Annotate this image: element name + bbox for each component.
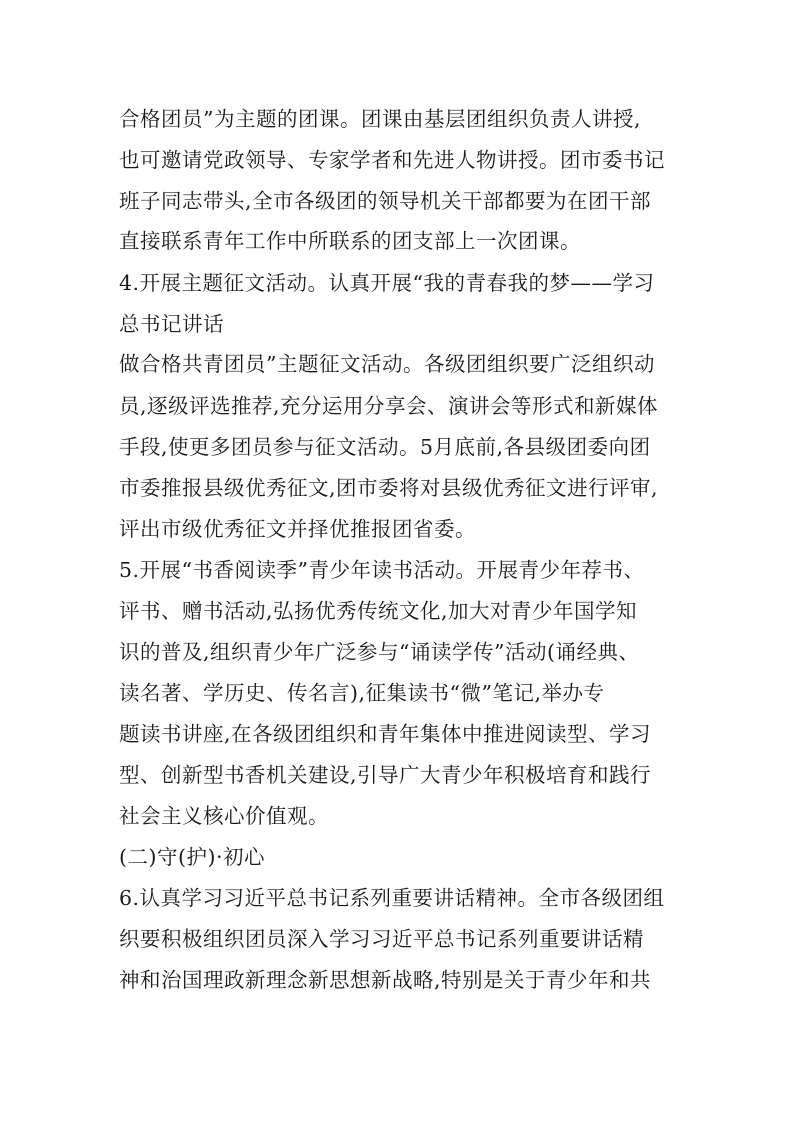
text-line: 市委推报县级优秀征文,团市委将对县级优秀征文进行评审, (119, 476, 659, 500)
text-line: 题读书讲座,在各级团组织和青年集体中推进阅读型、学习 (119, 722, 652, 746)
text-line: 社会主义核心价值观。 (119, 804, 329, 828)
text-line: 神和治国理政新理念新思想新战略,特别是关于青少年和共 (119, 968, 652, 992)
text-line: 评出市级优秀征文并择优推报团省委。 (119, 517, 476, 541)
section-heading: (二)守(护)·初心 (119, 845, 266, 869)
text-line: 总书记讲话 (119, 312, 224, 336)
text-line: 5.开展“书香阅读季”青少年读书活动。开展青少年荐书、 (119, 558, 645, 582)
text-line: 织要积极组织团员深入学习习近平总书记系列重要讲话精 (119, 927, 644, 951)
text-line: 班子同志带头,全市各级团的领导机关干部都要为在团干部 (119, 189, 652, 213)
text-line: 直接联系青年工作中所联系的团支部上一次团课。 (119, 229, 581, 253)
text-line: 手段,使更多团员参与征文活动。5月底前,各县级团委向团 (119, 435, 651, 459)
text-line: 做合格共青团员”主题征文活动。各级团组织要广泛组织动 (119, 352, 655, 376)
text-line: 4.开展主题征文活动。认真开展“我的青春我的梦——学习 (119, 271, 655, 295)
text-line: 识的普及,组织青少年广泛参与“诵读学传”活动(诵经典、 (119, 640, 640, 664)
text-line: 合格团员”为主题的团课。团课由基层团组织负责人讲授, (119, 107, 641, 131)
text-line: 读名著、学历史、传名言),征集读书“微”笔记,举办专 (119, 681, 605, 705)
text-line: 员,逐级评选推荐,充分运用分享会、演讲会等形式和新媒体 (119, 394, 659, 418)
text-line: 评书、赠书活动,弘扬优秀传统文化,加大对青少年国学知 (119, 599, 638, 623)
text-line: 型、创新型书香机关建设,引导广大青少年积极培育和践行 (119, 763, 652, 787)
text-line: 也可邀请党政领导、专家学者和先进人物讲授。团市委书记 (119, 148, 665, 172)
text-line: 6.认真学习习近平总书记系列重要讲话精神。全市各级团组 (119, 886, 665, 910)
